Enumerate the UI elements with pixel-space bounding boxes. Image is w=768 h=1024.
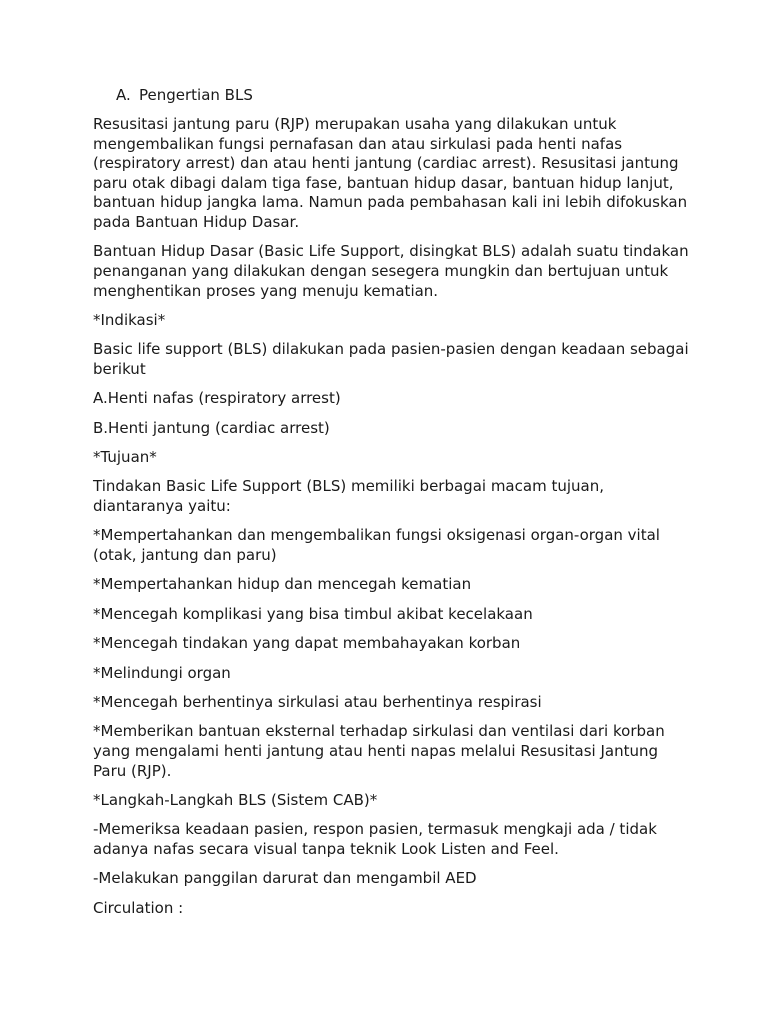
list-item: -Memeriksa keadaan pasien, respon pasien, termasuk mengkaji ada / tidak adanya nafas secara visual tanpa teknik Look Listen and Feel. <box>93 820 657 858</box>
paragraph: Bantuan Hidup Dasar (Basic Life Support, disingkat BLS) adalah suatu tindakan penanganan yang dilakukan dengan sesegera mungkin dan bertujuan untuk menghentikan proses yang menuju kematian. <box>93 242 689 300</box>
list-item: *Melindungi organ <box>93 663 231 682</box>
list-item: -Melakukan panggilan darurat dan mengambil AED <box>93 869 477 888</box>
document-body <box>93 115 693 928</box>
list-item: *Mencegah tindakan yang dapat membahayakan korban <box>93 634 521 653</box>
subheading-indikasi: *Indikasi* <box>93 310 166 329</box>
section-heading <box>116 86 253 106</box>
heading-text: Pengertian BLS <box>139 86 253 104</box>
list-marker: A. <box>116 86 131 104</box>
list-item: *Memberikan bantuan eksternal terhadap sirkulasi dan ventilasi dari korban yang mengalami henti jantung atau henti napas melalui Resusitasi Jantung Paru (RJP). <box>93 722 665 780</box>
list-item: *Mencegah komplikasi yang bisa timbul akibat kecelakaan <box>93 604 533 623</box>
list-item: *Mempertahankan hidup dan mencegah kematian <box>93 575 472 594</box>
list-item: B.Henti jantung (cardiac arrest) <box>93 418 330 437</box>
subheading-circulation: Circulation : <box>93 898 184 917</box>
list-item: *Mempertahankan dan mengembalikan fungsi oksigenasi organ-organ vital (otak, jantung dan paru) <box>93 526 660 565</box>
list-item: *Mencegah berhentinya sirkulasi atau berhentinya respirasi <box>93 693 542 712</box>
paragraph: Resusitasi jantung paru (RJP) merupakan usaha yang dilakukan untuk mengembalikan fungsi pernafasan dan atau sirkulasi pada henti nafas (respiratory arrest) dan atau henti jantung (cardiac arrest). Resusitasi jantung paru otak dibagi dalam tiga fase, bantuan hidup dasar, bantuan hidup lanjut, bantuan hidup jangka lama. Namun pada pembahasan kali ini lebih difokuskan pada Bantuan Hidup Dasar. <box>93 115 688 231</box>
paragraph: Tindakan Basic Life Support (BLS) memiliki berbagai macam tujuan, diantaranya yaitu: <box>93 477 604 516</box>
subheading-langkah: *Langkah-Langkah BLS (Sistem CAB)* <box>93 790 378 809</box>
subheading-tujuan: *Tujuan* <box>93 448 157 467</box>
list-item: A.Henti nafas (respiratory arrest) <box>93 389 341 408</box>
paragraph: Basic life support (BLS) dilakukan pada pasien-pasien dengan keadaan sebagai berikut <box>93 340 689 378</box>
